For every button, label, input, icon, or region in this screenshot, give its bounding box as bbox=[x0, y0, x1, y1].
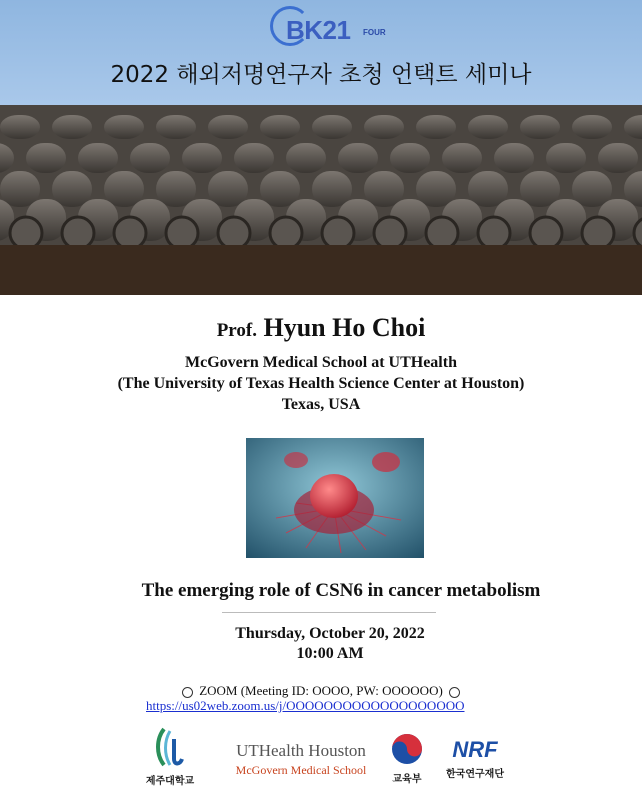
taegeuk-icon bbox=[389, 731, 425, 767]
nrf-name: 한국연구재단 bbox=[446, 769, 504, 780]
speaker-affiliation bbox=[0, 352, 642, 415]
jeju-emblem-icon bbox=[150, 725, 190, 769]
page-title: 2022 해외저명연구자 초청 언택트 세미나 bbox=[110, 62, 532, 88]
bk21-logo-suffix: FOUR bbox=[363, 28, 386, 37]
uthealth-logo bbox=[226, 741, 376, 778]
talk-title: The emerging role of CSN6 in cancer metabolism bbox=[141, 580, 541, 601]
roof-tile-image bbox=[0, 105, 642, 295]
zoom-link[interactable]: https://us02web.zoom.us/j/OOOOOOOOOOOOOOOOOOO bbox=[146, 698, 465, 713]
bk21-logo-text: BK21 bbox=[286, 15, 351, 45]
speaker-prefix: Prof. bbox=[216, 320, 257, 341]
uthealth-line-1: UTHealth Houston bbox=[236, 741, 366, 760]
zoom-info bbox=[0, 683, 642, 699]
talk-date: Thursday, October 20, 2022 bbox=[235, 625, 425, 642]
bk21-logo bbox=[270, 6, 390, 50]
jeju-university-logo bbox=[140, 725, 200, 787]
nrf-acronym: NRF bbox=[452, 737, 498, 762]
ministry-education-logo bbox=[384, 725, 430, 785]
roof-tile-graphic bbox=[0, 105, 642, 295]
speaker-full-name: Hyun Ho Choi bbox=[263, 313, 426, 342]
zoom-meeting-text: ZOOM (Meeting ID: OOOO, PW: OOOOOO) bbox=[199, 683, 443, 698]
header-sky bbox=[0, 0, 642, 105]
jeju-university-name: 제주대학교 bbox=[145, 776, 195, 787]
affiliation-line-1: McGovern Medical School at UTHealth bbox=[185, 354, 457, 371]
divider bbox=[222, 612, 436, 613]
nrf-logo bbox=[440, 725, 510, 780]
globe-icon bbox=[182, 687, 193, 698]
cancer-cell-image bbox=[246, 438, 424, 558]
talk-datetime bbox=[0, 624, 642, 664]
affiliation-line-3: Texas, USA bbox=[281, 396, 361, 413]
ministry-education-name: 교육부 bbox=[392, 774, 422, 785]
talk-time: 10:00 AM bbox=[296, 645, 364, 662]
affiliation-line-2: (The University of Texas Health Science Center at Houston) bbox=[117, 375, 525, 392]
uthealth-line-2: McGovern Medical School bbox=[235, 763, 367, 777]
sponsor-logos bbox=[0, 725, 642, 809]
globe-icon bbox=[449, 687, 460, 698]
speaker-name bbox=[0, 313, 642, 343]
